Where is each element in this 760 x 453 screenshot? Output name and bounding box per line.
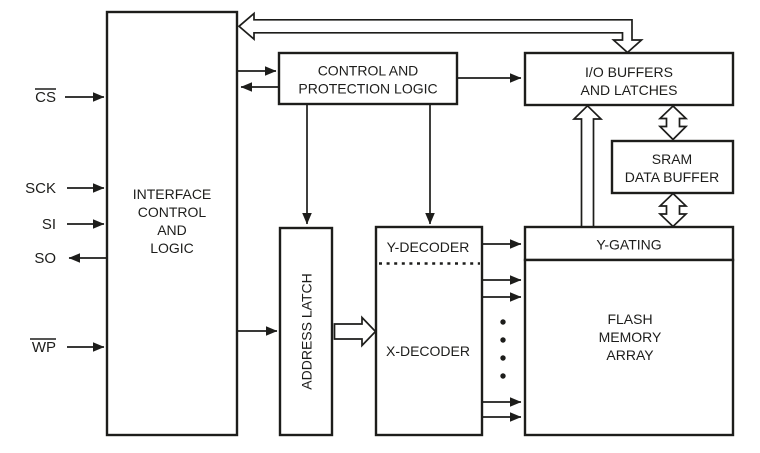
control-protection-line1: CONTROL AND [317,62,419,79]
signal-label-cs: CS [35,89,56,106]
interface-label-line2: CONTROL [137,204,207,220]
signal-labels [25,89,56,356]
interface-label-line4: LOGIC [150,240,194,256]
bus-sram-ygating [660,194,686,227]
x-decoder-label: X-DECODER [385,343,471,359]
y-decoder-label: Y-DECODER [386,239,470,255]
io-buffers-line2: AND LATCHES [580,82,678,98]
address-latch-label: ADDRESS LATCH [298,273,315,390]
interface-label-line1: INTERFACE [132,186,212,202]
signal-label-sck: SCK [25,180,56,197]
sram-line2: DATA BUFFER [624,169,720,185]
io-buffers-line1: I/O BUFFERS [585,64,673,80]
wordline-ellipsis-dots [500,319,505,378]
flash-line2: MEMORY [598,329,662,345]
flash-memory-array-label [599,311,662,363]
flash-line1: FLASH [607,311,653,327]
sram-line1: SRAM [651,151,693,167]
bus-iobuffers-sram [660,106,686,140]
bus-interface-iobuffers [239,14,642,53]
flash-line3: ARRAY [606,347,654,363]
decoder-box [376,227,482,435]
control-protection-line2: PROTECTION LOGIC [298,80,438,97]
signal-label-so: SO [34,250,56,267]
sram-data-buffer-box [612,141,733,193]
signal-label-si: SI [41,216,56,233]
bus-ygating-iobuffers [574,106,601,228]
bus-addresslatch-xdecoder [335,318,376,346]
interface-label-line3: AND [157,222,187,238]
signal-label-wp: WP [31,339,56,356]
y-gating-label: Y-GATING [596,236,662,253]
